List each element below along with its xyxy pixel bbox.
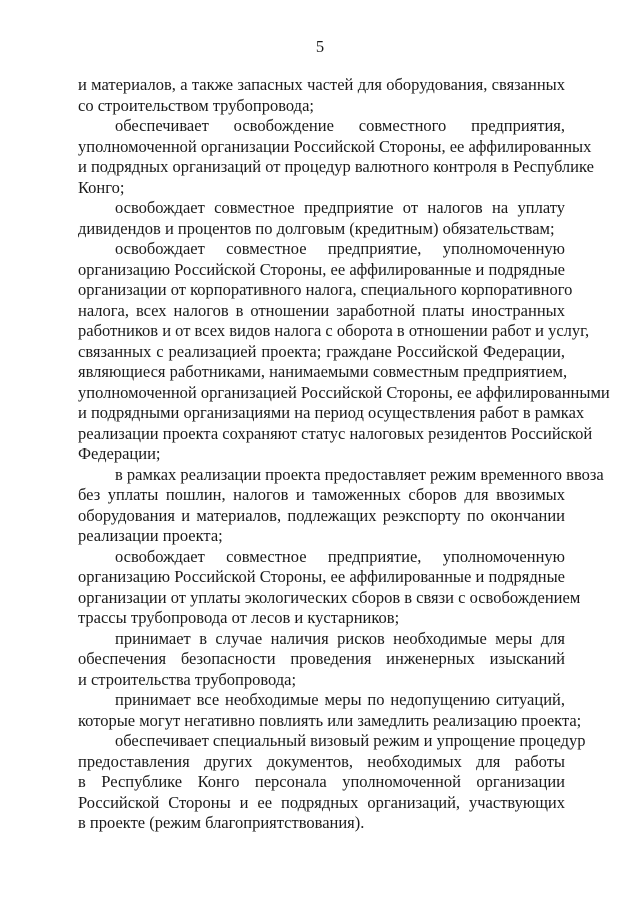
paragraph bbox=[78, 464, 604, 547]
text-line: которые могут негативно повлиять или замедлить реализацию проекта; bbox=[78, 710, 582, 730]
text-line: реализации проекта; bbox=[78, 526, 223, 545]
text-line: освобождает совместное предприятие, уполномоченную bbox=[115, 546, 565, 566]
text-line: организации от корпоративного налога, специального корпоративного bbox=[78, 280, 573, 299]
text-line: обеспечения безопасности проведения инженерных изысканий bbox=[78, 649, 565, 668]
text-line: связанных с реализацией проекта; граждане Российской Федерации, bbox=[78, 341, 565, 361]
document-body bbox=[78, 75, 610, 834]
text-line: организацию Российской Стороны, ее аффилированные и подрядные bbox=[78, 567, 565, 586]
text-line: в рамках реализации проекта предоставляет режим временного ввоза bbox=[115, 464, 604, 484]
text-line: без уплаты пошлин, налогов и таможенных сборов для ввозимых bbox=[78, 485, 565, 504]
text-line: Конго; bbox=[78, 177, 125, 197]
paragraph bbox=[78, 116, 594, 198]
text-line: и подрядных организаций от процедур валютного контроля в Республике bbox=[78, 157, 594, 176]
text-line: обеспечивает специальный визовый режим и упрощение процедур bbox=[115, 731, 586, 750]
text-line: реализации проекта сохраняют статус налоговых резидентов Российской bbox=[78, 423, 593, 443]
paragraph bbox=[78, 731, 586, 834]
text-line: Федерации; bbox=[78, 444, 161, 463]
text-line: принимает в случае наличия рисков необходимые меры для bbox=[115, 628, 565, 648]
paragraph bbox=[78, 239, 610, 465]
text-line: в проекте (режим благоприятствования). bbox=[78, 813, 365, 832]
text-line: в Республике Конго персонала уполномоченной организации bbox=[78, 772, 565, 791]
page-number: 5 bbox=[315, 37, 325, 56]
text-line: дивидендов и процентов по долговым (кредитным) обязательствам; bbox=[78, 218, 555, 238]
text-line: со строительством трубопровода; bbox=[78, 95, 314, 115]
text-line: работников и от всех видов налога с оборота в отношении работ и услуг, bbox=[78, 321, 590, 340]
text-line: обеспечивает освобождение совместного предприятия, bbox=[115, 116, 565, 135]
text-line: налога, всех налогов в отношении заработной платы иностранных bbox=[78, 300, 565, 320]
text-line: и материалов, а также запасных частей для оборудования, связанных bbox=[78, 75, 565, 94]
text-line: уполномоченной организацией Российской Стороны, ее аффилированными bbox=[78, 382, 610, 402]
paragraph bbox=[78, 690, 582, 731]
text-line: являющиеся работниками, нанимаемыми совместным предприятием, bbox=[78, 362, 568, 381]
text-line: Российской Стороны и ее подрядных организаций, участвующих bbox=[78, 792, 565, 812]
paragraph bbox=[78, 198, 565, 239]
text-line: оборудования и материалов, подлежащих реэкспорту по окончании bbox=[78, 505, 565, 525]
text-line: организацию Российской Стороны, ее аффилированные и подрядные bbox=[78, 259, 565, 279]
text-line: трассы трубопровода от лесов и кустарников; bbox=[78, 608, 400, 627]
text-line: предоставления других документов, необходимых для работы bbox=[78, 751, 565, 771]
paragraph bbox=[78, 75, 565, 116]
text-line: и строительства трубопровода; bbox=[78, 669, 297, 689]
text-line: принимает все необходимые меры по недопущению ситуаций, bbox=[115, 690, 565, 709]
text-line: организации от уплаты экологических сборов в связи с освобождением bbox=[78, 587, 581, 607]
paragraph bbox=[78, 629, 565, 691]
text-line: освобождает совместное предприятие от налогов на уплату bbox=[115, 198, 565, 217]
text-line: и подрядными организациями на период осуществления работ в рамках bbox=[78, 403, 585, 422]
paragraph bbox=[78, 546, 581, 629]
text-line: освобождает совместное предприятие, уполномоченную bbox=[115, 239, 565, 258]
text-line: уполномоченной организации Российской Стороны, ее аффилированных bbox=[78, 136, 592, 156]
